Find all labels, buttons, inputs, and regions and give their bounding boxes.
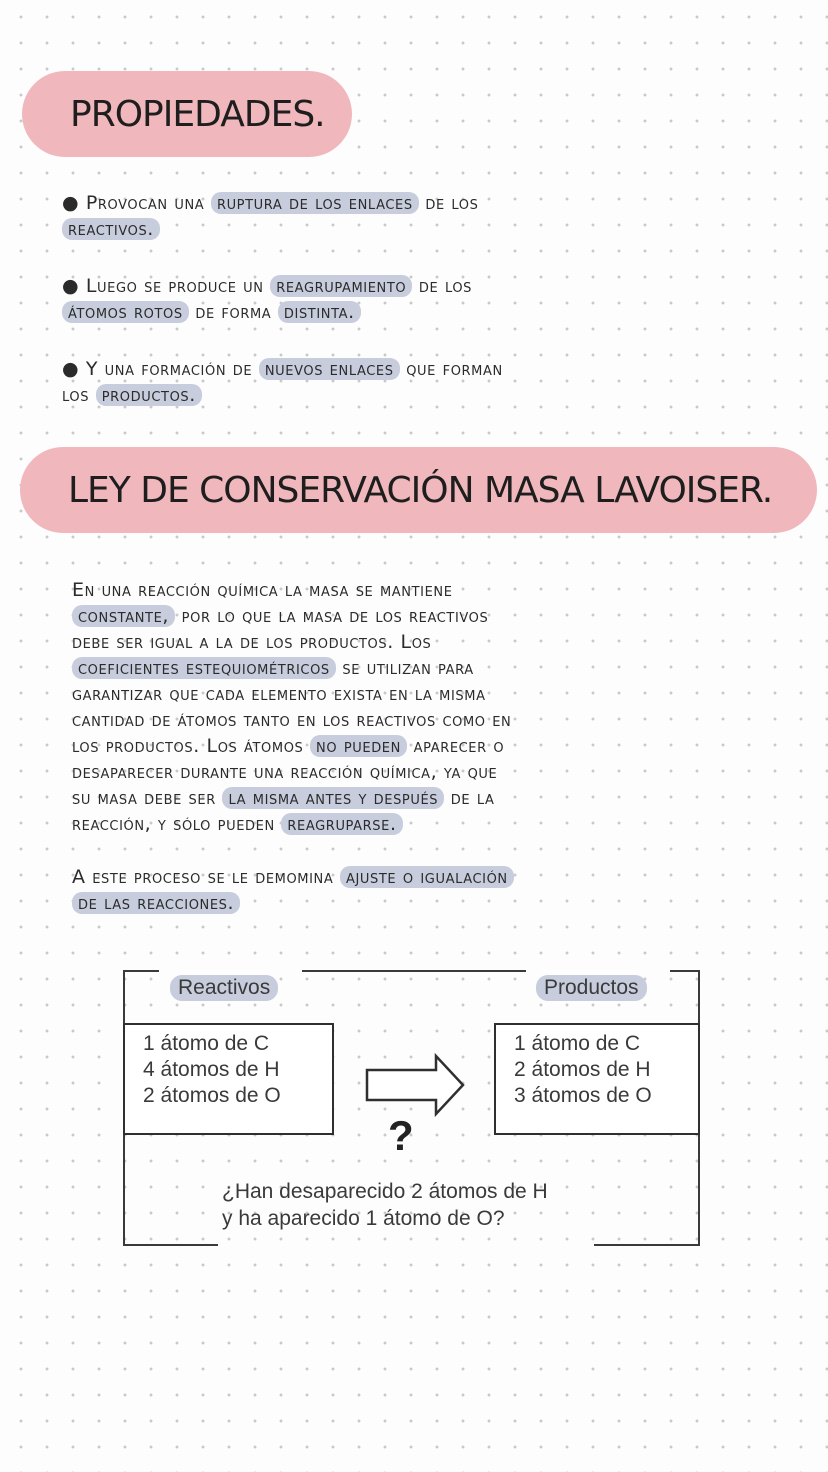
highlight: reagrupamiento	[270, 275, 412, 297]
highlight: no pueden	[310, 735, 407, 757]
bullet-reagrupamiento: ● Luego se produce un reagrupamiento de los átomos rotos de forma distinta.	[62, 275, 473, 323]
reactivos-item: 4 átomos de H	[143, 1058, 280, 1081]
frame-line	[302, 970, 526, 972]
reactivos-label: Reactivos	[170, 975, 278, 1001]
section-title-lavoisier: LEY DE CONSERVACIÓN MASA LAVOISER.	[68, 469, 773, 511]
highlight: constante,	[72, 605, 175, 627]
reactivos-item: 2 átomos de O	[143, 1084, 281, 1107]
productos-item: 3 átomos de O	[514, 1084, 652, 1107]
highlight: átomos rotos	[62, 301, 189, 323]
productos-label: Productos	[536, 975, 647, 1001]
highlight: productos.	[96, 384, 202, 406]
section-title-pill	[22, 71, 352, 157]
highlight: la misma antes y después	[222, 787, 444, 809]
frame-line	[670, 970, 700, 972]
ajuste-paragraph: A este proceso se le demomina ajuste o igualación de las reacciones.	[72, 864, 514, 916]
frame-line	[594, 1244, 700, 1246]
productos-box	[494, 1023, 700, 1135]
bullet-nuevos-enlaces: ● Y una formación de nuevos enlaces que forman los productos.	[62, 358, 503, 406]
highlight: reactivos.	[62, 218, 160, 240]
question-mark: ?	[388, 1112, 414, 1159]
frame-line	[123, 1244, 218, 1246]
section-title-propiedades: PROPIEDADES.	[70, 93, 325, 135]
highlight: ruptura de los enlaces	[211, 192, 419, 214]
diagram-question: ¿Han desaparecido 2 átomos de H y ha aparecido 1 átomo de O?	[222, 1180, 548, 1230]
frame-line	[123, 970, 159, 972]
productos-item: 2 átomos de H	[514, 1058, 651, 1081]
reactivos-box	[123, 1023, 334, 1135]
highlight: distinta.	[278, 301, 361, 323]
reactivos-item: 1 átomo de C	[143, 1032, 270, 1055]
bullet-ruptura: ● Provocan una ruptura de los enlaces de los reactivos.	[62, 192, 479, 240]
highlight: ajuste o igualación	[340, 866, 514, 888]
highlight: de las reacciones.	[72, 892, 240, 914]
section-title-pill	[20, 447, 817, 533]
highlight: nuevos enlaces	[259, 358, 400, 380]
highlight: reagruparse.	[281, 813, 402, 835]
highlight: coeficientes estequiométricos	[72, 657, 336, 679]
lavoisier-paragraph: En una reacción química la masa se mantiene constante, por lo que la masa de los reactivos debe ser igual a la de los productos. Los coeficientes estequiométricos se utilizan para garantizar que cada elemento exista en la misma cantidad de átomos tanto en los reactivos como en los productos. Los átomos no pueden aparecer o desaparecer durante una reacción química, ya que su masa debe ser la misma antes y después de la reacción, y sólo pueden reagruparse.	[72, 579, 512, 835]
arrow-right-icon	[364, 1052, 468, 1118]
productos-item: 1 átomo de C	[514, 1032, 641, 1055]
